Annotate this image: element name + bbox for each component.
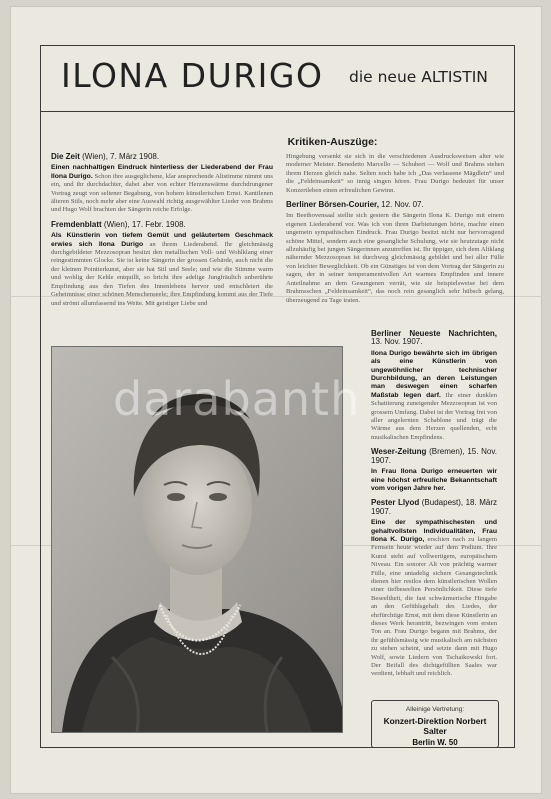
review-source: Berliner Börsen-Courier, bbox=[286, 200, 379, 210]
review-date: 7. März 1908. bbox=[110, 152, 160, 161]
subtitle-prefix: die neue bbox=[349, 68, 417, 86]
reviews-right-bottom-column bbox=[371, 330, 497, 685]
review-header bbox=[51, 221, 273, 229]
representation-label: Alleinige Vertretung: bbox=[405, 706, 465, 713]
review-place: (Budapest), bbox=[421, 498, 464, 508]
review-lead: In Frau Ilona Durigo erneuerten wir eine höchst erfreuliche Bekanntschaft vom vorigen Jahre her. bbox=[371, 468, 497, 492]
review-source: Fremdenblatt bbox=[51, 219, 102, 229]
review-header bbox=[371, 330, 497, 347]
review-date: 12. Nov. 07. bbox=[381, 200, 424, 210]
review-lead: Als Künstlerin von tiefem Gemüt und geläutertem Geschmack erwies sich Ilona Durigo bbox=[51, 232, 273, 248]
review-place: (Bremen), bbox=[429, 447, 465, 457]
title-row bbox=[41, 46, 514, 112]
watermark: darabanth bbox=[113, 372, 361, 426]
review-source: Die Zeit bbox=[51, 152, 80, 161]
representation-city: Berlin W. 50 bbox=[412, 738, 458, 747]
review-item bbox=[286, 201, 504, 305]
review-date: 17. Febr. 1908. bbox=[131, 219, 186, 229]
subtitle bbox=[349, 68, 488, 86]
reviews-left-column bbox=[51, 153, 273, 314]
review-body: erschien nach zu langem Fernsein heute wieder auf dem Podium. Ihre Kunst steht auf vollwertigem, europäischem Niveau. Ein sonorer Alt von prächtig warmer Fülle, eine untadelig sichere Gesangstechnik dienen hier restlos dem künstlerischen Wollen einer tiefbeseelten Persönlichkeit. Diese tiefe Beseeltheit, die fast schwärmerische Hingabe an den Gefühlsgehalt des Liedes, der ehrfürchtige Ernst, mit dem diese Künstlerin an dieses Werk herantritt, bezwingen vom ersten Ton an. Frau Durigo begann mit Brahms, der ihr gefühlsmässig wie musikalisch am nächsten zu stehen scheint, und setzte dann mit Hugo Wolf, sowie Liedern von Tschaikowski fort. Der Beifall des dichtgefüllten Saales war verdient, lebhaft und reichlich. bbox=[371, 535, 497, 678]
review-date: 13. Nov. 1907. bbox=[371, 337, 423, 347]
review-body: Schon ihre ausgeglichene, klar ansprechende Altstimme nimmt uns ein, und ihr durchdachter, dabei aber von echter Herzenswärme durchdrungener Vortrag zeugt von seltener Begabung, von hohem künstlerischen Ernst. Kantilenen älteren Stils, noch mehr aber eine Auswahl richtig ausgewählter Lieder von Brahms und Hugo Wolf brachten der Sängerin reiche Erfolge. bbox=[51, 172, 273, 214]
review-item bbox=[286, 153, 504, 195]
review-item bbox=[371, 448, 497, 493]
review-body: Hingebung versenkt sie sich in die verschiedenen Ausdrucksweisen alter wie moderner Meister. Benedetto Marcello — Schubert — Wolf und Brahms stehen ihrem Herzen gleich nahe. Selten noch habe ich „Das verlassene Mägdlein“ und die „Feldeinsamkeit“ so innig singen hören. Frau Durigo bedeutet für unser Konzertleben einen erfreulichen Gewinn. bbox=[286, 153, 504, 194]
review-lead: Einen nachhaltigen Eindruck hinterliess der Liederabend der Frau Ilona Durigo. bbox=[51, 164, 273, 180]
representation-box bbox=[371, 700, 499, 748]
review-source: Weser-Zeitung bbox=[371, 447, 427, 457]
review-header bbox=[371, 448, 497, 465]
reviews-right-top-column bbox=[286, 153, 504, 311]
representation-name: Konzert-Direktion Norbert Salter bbox=[383, 716, 487, 736]
review-header bbox=[371, 499, 497, 516]
review-date: 18. März 1907. bbox=[371, 498, 497, 516]
review-header bbox=[286, 201, 504, 209]
page-title: ILONA DURIGO bbox=[61, 56, 324, 95]
review-source: Berliner Neueste Nachrichten, bbox=[371, 329, 497, 338]
review-body: an ihrem Liederabend. Ihr gleichmässig durchgebildeter Mezzosopran besitzt den metallischen Voll- und Wohlklang einer reingestimmten Glocke. Sie ist keine Sängerin der grossen Gebärde, auch nicht die der kleinen Pointierkunst, aber sie hat Stil und Seele; und wie die Stimme warm und wohlig der Kehle entquillt, so bricht ihre adelige Jungfräulich unberührte Empfindung aus den Tiefen des Innenlebens hervor und entschleiert die Geheimnisse einer schönen Menschenseele; ihre Empfindung kommt aus der Tiefe und strömt allumfassend ins Weite. Mit geistiger Liebe und bbox=[51, 240, 273, 307]
review-item bbox=[51, 221, 273, 308]
subtitle-word: ALTISTIN bbox=[421, 68, 488, 86]
review-item bbox=[51, 153, 273, 215]
review-body: Im Beethovensaal stellte sich gestern die Sängerin Ilona K. Durigo mit einem eigenen Liederabend vor. Was ich von ihren Darbietungen hörte, machte einen ungemein sympathischen Eindruck. Frau Durigo besitzt nicht nur hervorragend schöne Mittel, sondern auch eine gesangliche Schulung, wie sie heutzutage nicht allzuhäufig bei jungen Sängerinnen anzutreffen ist. Ihr üppiger, sich dem Altklang nähernder Mezzosopran ist durchweg gleichmässig gebildet und bei aller Fülle von leichter Beweglichkeit. Ob ein Günstiges ist von dem Vortrag der Sängerin zu sagen, der in seiner temperamentvollen Art warmes Empfinden und innere Anteilnahme an dem Gesungenen verrät, wie sie beispielsweise bei dem Brahmsschen „Feldeinsamkeit“, das noch rein gesanglich sehr hübsch gelang, überzeugend zu Tage traten. bbox=[286, 212, 504, 304]
review-header bbox=[51, 153, 273, 161]
review-place: (Wien), bbox=[103, 219, 130, 229]
review-lead: Eine der sympathischesten und gehaltvollsten Individualitäten, Frau Ilona K. Durigo, bbox=[371, 519, 497, 543]
section-title: Kritiken-Auszüge: bbox=[287, 136, 378, 148]
review-item bbox=[371, 499, 497, 679]
review-item bbox=[371, 330, 497, 442]
review-body: Ihr einer dunklen Schattierung zuneigender Mezzosopran ist von grossem Umfang. Dabei ist der Vortrag frei von aller angelernten Schablone und trägt die Wärme aus dem Herzen quellenden, echt musikalischen Empfindens. bbox=[371, 391, 497, 441]
review-date: 15. Nov. 1907. bbox=[371, 447, 497, 465]
review-lead: Ilona Durigo bewährte sich im übrigen als eine Künstlerin von ungewöhnlicher technischer Durchbildung, an deren Leistungen man deswegen einen scharfen Maßstab legen darf. bbox=[371, 349, 497, 399]
review-place: (Wien), bbox=[82, 152, 108, 161]
review-source: Pester Llyod bbox=[371, 498, 420, 508]
